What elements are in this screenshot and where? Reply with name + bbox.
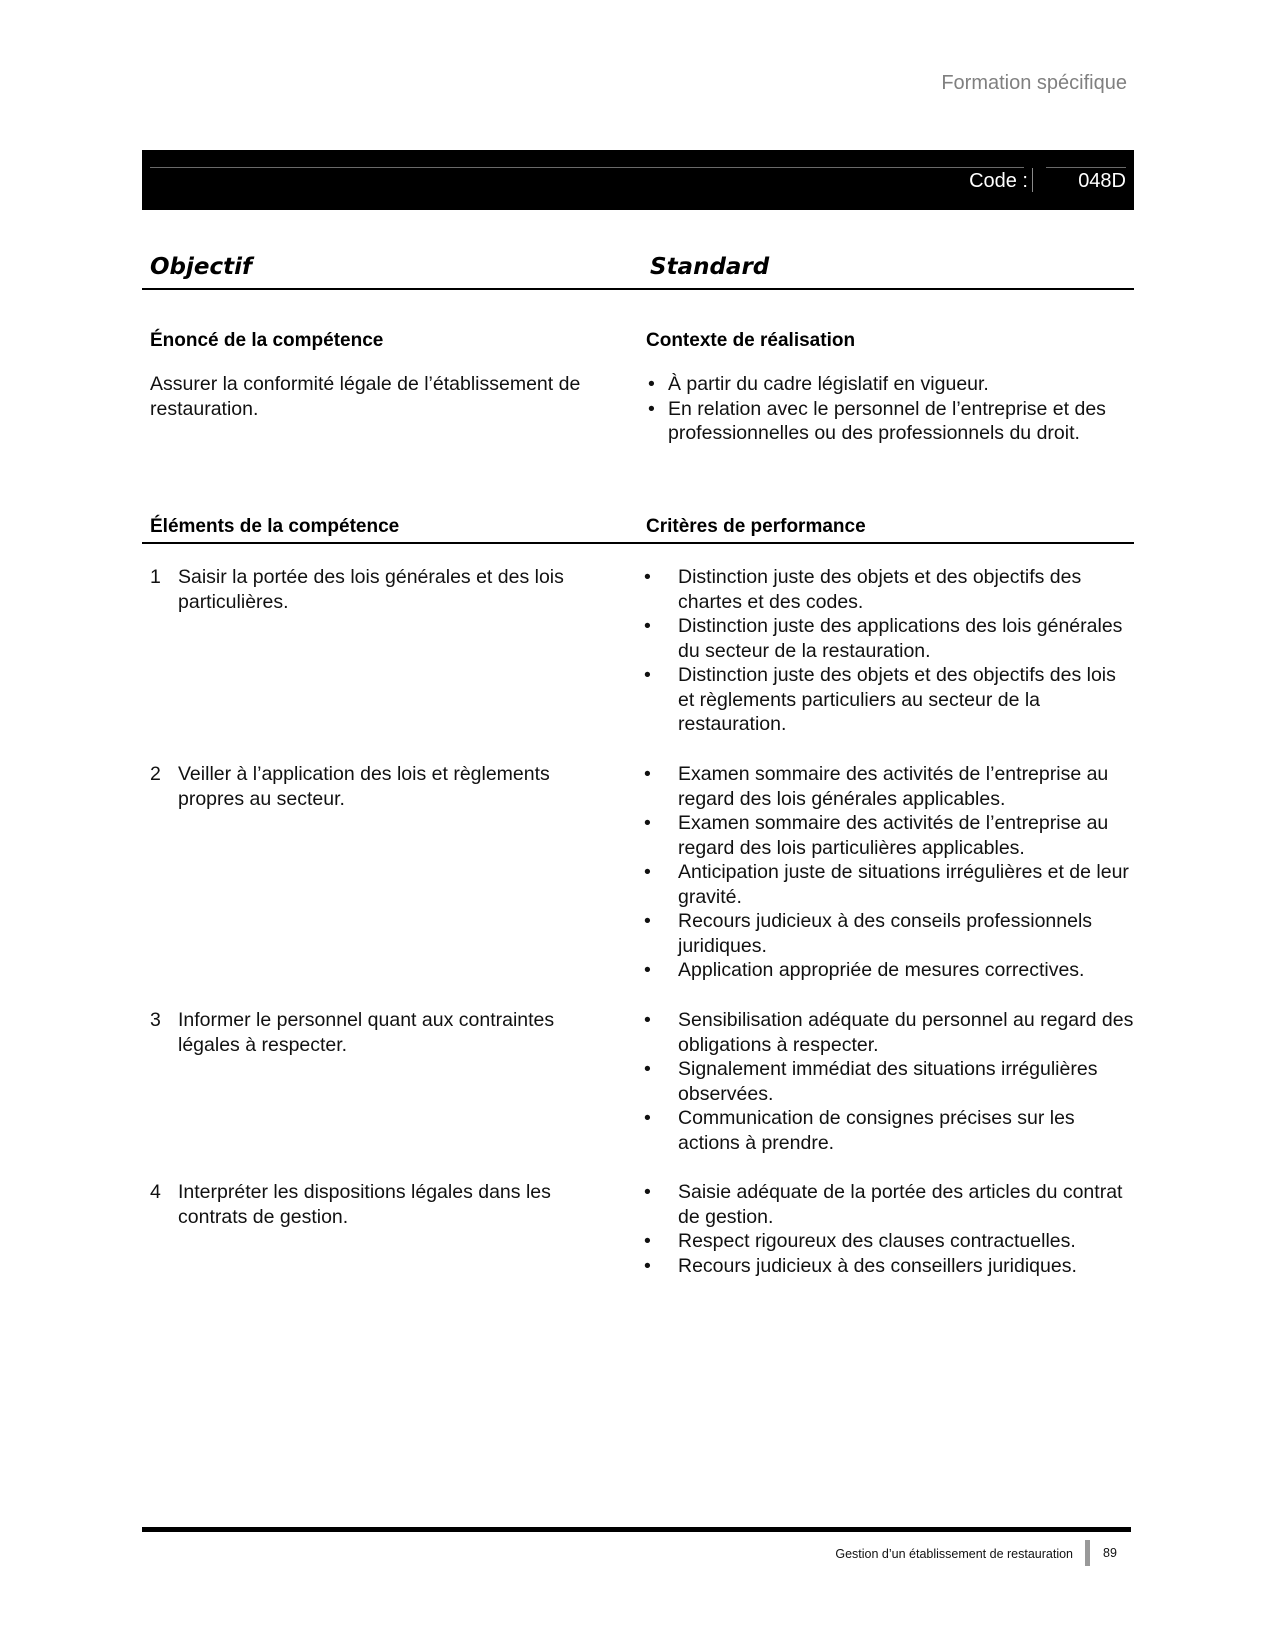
contexte-section: [646, 330, 1116, 446]
criterion: • Distinction juste des objets et des objectifs des lois et règlements particuliers au secteur de la restauration.: [640, 663, 1134, 737]
element-number: 3: [150, 1009, 161, 1031]
code-banner: [142, 150, 1134, 210]
banner-separator: [1032, 168, 1033, 192]
standard-heading: Standard: [650, 254, 770, 280]
criterion: • Respect rigoureux des clauses contractuelles.: [640, 1229, 1134, 1254]
criterion: • Recours judicieux à des conseillers juridiques.: [640, 1254, 1134, 1279]
criteres-heading: Critères de performance: [646, 516, 866, 537]
page-number: 89: [1103, 1546, 1117, 1560]
running-head: Formation spécifique: [941, 72, 1127, 94]
criterion: • Distinction juste des objets et des objectifs des chartes et des codes.: [640, 565, 1134, 614]
footer-rule: [142, 1527, 1131, 1532]
criteria-list: [640, 1008, 1134, 1155]
criteria-list: [640, 565, 1134, 737]
element-text: 1 Saisir la portée des lois générales et des lois particulières.: [150, 566, 564, 613]
banner-rule: [1046, 167, 1126, 168]
elements-header: [142, 516, 1134, 544]
enonce-text: Assurer la conformité légale de l’établissement de restauration.: [150, 373, 581, 420]
criterion: • Recours judicieux à des conseils professionnels juridiques.: [640, 909, 1134, 958]
contexte-item: • En relation avec le personnel de l’entreprise et des professionnelles ou des professionnels du droit.: [646, 397, 1116, 446]
footer-title: Gestion d’un établissement de restauration: [835, 1547, 1073, 1561]
criteria-list: [640, 762, 1134, 983]
contexte-list: [646, 372, 1116, 446]
criterion: • Sensibilisation adéquate du personnel au regard des obligations à respecter.: [640, 1008, 1134, 1057]
element-text: 2 Veiller à l’application des lois et règlements propres au secteur.: [150, 763, 550, 810]
element-text: 3 Informer le personnel quant aux contraintes légales à respecter.: [150, 1009, 555, 1056]
column-headers: [142, 252, 1134, 290]
contexte-title: Contexte de réalisation: [646, 330, 856, 351]
contexte-item: • À partir du cadre législatif en vigueur.: [646, 372, 1116, 397]
criterion: • Distinction juste des applications des lois générales du secteur de la restauration.: [640, 614, 1134, 663]
element-number: 4: [150, 1181, 161, 1203]
criterion: • Application appropriée de mesures correctives.: [640, 958, 1134, 983]
banner-rule: [150, 167, 1024, 168]
enonce-section: [150, 330, 620, 421]
objectif-heading: Objectif: [150, 254, 253, 280]
criterion: • Examen sommaire des activités de l’entreprise au regard des lois particulières applicables.: [640, 811, 1134, 860]
criterion: • Signalement immédiat des situations irrégulières observées.: [640, 1057, 1134, 1106]
code-value: 048D: [1078, 170, 1126, 192]
elements-heading: Éléments de la compétence: [150, 516, 400, 537]
criteria-list: [640, 1180, 1134, 1278]
element-number: 2: [150, 763, 161, 785]
element-number: 1: [150, 566, 161, 588]
criterion: • Communication de consignes précises sur les actions à prendre.: [640, 1106, 1134, 1155]
criterion: • Saisie adéquate de la portée des articles du contrat de gestion.: [640, 1180, 1134, 1229]
footer-divider: [1085, 1540, 1090, 1566]
criterion: • Examen sommaire des activités de l’entreprise au regard des lois générales applicables.: [640, 762, 1134, 811]
element-text: 4 Interpréter les dispositions légales dans les contrats de gestion.: [150, 1181, 551, 1228]
enonce-title: Énoncé de la compétence: [150, 330, 384, 351]
criterion: • Anticipation juste de situations irrégulières et de leur gravité.: [640, 860, 1134, 909]
code-label: Code :: [969, 170, 1028, 192]
